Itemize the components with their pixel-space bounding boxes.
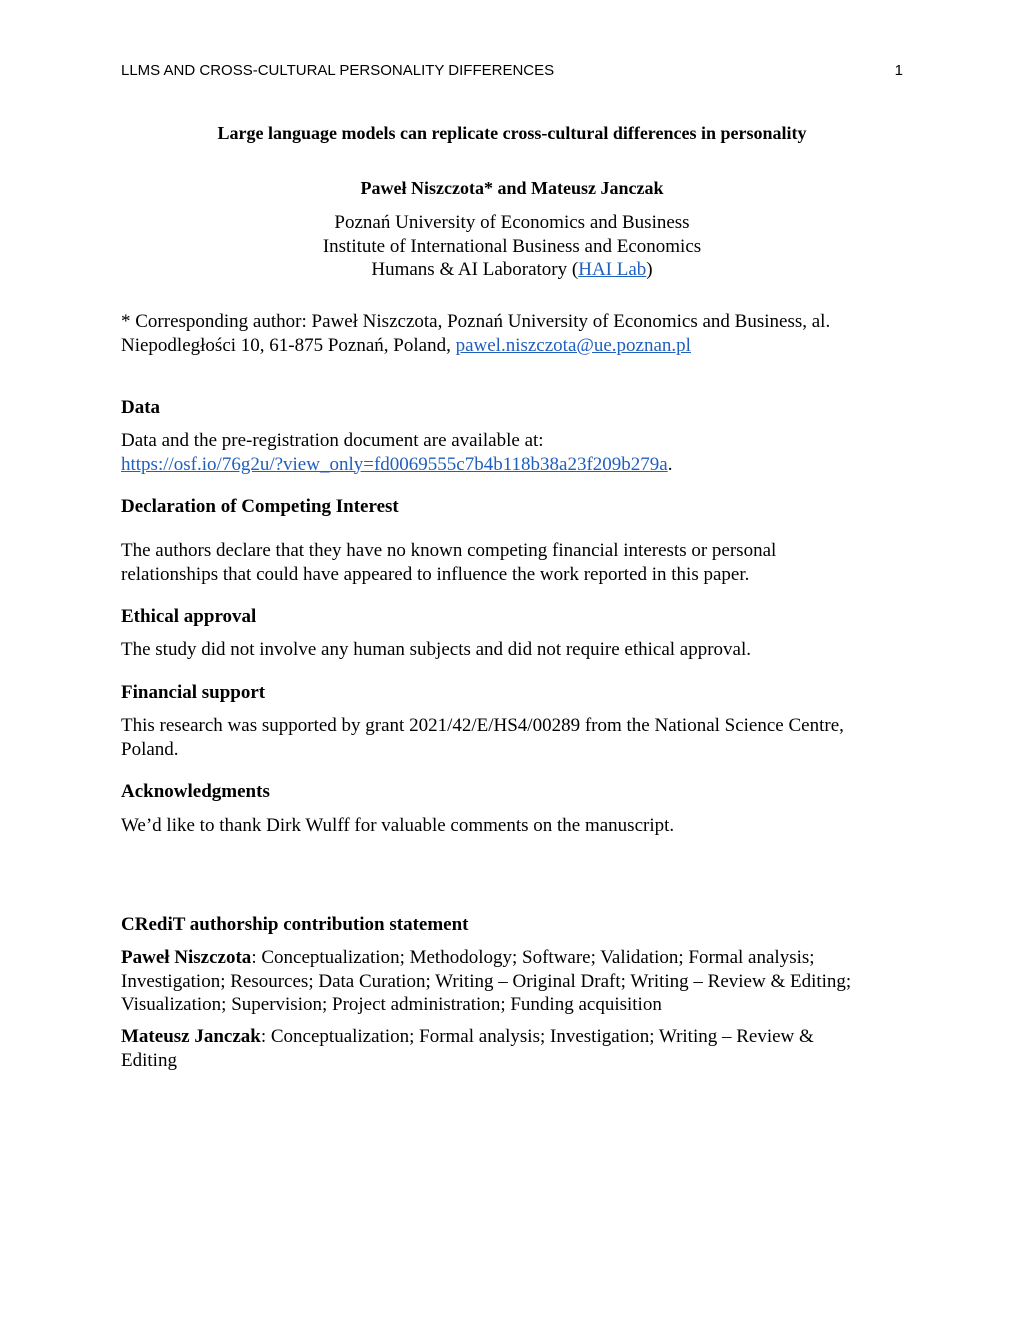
correspondence-address: Niepodległości 10, 61-875 Poznań, Poland, — [121, 334, 456, 356]
correspondence-line2 — [121, 334, 903, 358]
hai-lab-link[interactable]: HAI Lab — [578, 259, 647, 280]
correspondence-line1: * Corresponding author: Paweł Niszczota, Poznań University of Economics and Business, al. — [121, 311, 831, 332]
funding-heading: Financial support — [121, 682, 266, 703]
ethics-heading: Ethical approval — [121, 606, 257, 627]
paper-title: Large language models can replicate cross-cultural differences in personality — [217, 123, 807, 143]
data-paragraph — [121, 429, 903, 476]
running-head — [121, 62, 903, 79]
credit-author1 — [121, 946, 903, 1017]
credit-heading: CRediT authorship contribution statement — [121, 914, 469, 935]
credit-author1-line2: Investigation; Resources; Data Curation; Writing – Original Draft; Writing – Review & Editing; — [121, 970, 852, 992]
credit-author2-line1 — [121, 1025, 903, 1049]
acknowledgments-paragraph: We’d like to thank Dirk Wulff for valuable comments on the manuscript. — [121, 815, 675, 836]
affiliation-university: Poznań University of Economics and Business — [334, 212, 690, 233]
competing-line2: relationships that could have appeared to influence the work reported in this paper. — [121, 563, 750, 585]
acknowledgments-heading: Acknowledgments — [121, 781, 270, 802]
credit-author1-name: Paweł Niszczota — [121, 947, 252, 968]
credit-author1-line3: Visualization; Supervision; Project administration; Funding acquisition — [121, 994, 662, 1015]
competing-interest-heading: Declaration of Competing Interest — [121, 496, 399, 517]
credit-author2-roles: : Conceptualization; Formal analysis; Investigation; Writing – Review & — [260, 1026, 814, 1047]
affiliation-lab-suffix: ) — [646, 259, 653, 280]
competing-line1: The authors declare that they have no known competing financial interests or personal — [121, 540, 777, 561]
correspondence-note — [121, 310, 903, 357]
competing-interest-paragraph — [121, 539, 903, 586]
email-link[interactable]: pawel.niszczota@ue.poznan.pl — [455, 334, 691, 356]
data-link-suffix: . — [667, 453, 673, 475]
credit-author2 — [121, 1025, 903, 1072]
funding-line2: Poland. — [121, 738, 179, 760]
affiliation-block — [121, 211, 903, 282]
ethics-paragraph: The study did not involve any human subjects and did not require ethical approval. — [121, 639, 752, 660]
credit-author1-roles: : Conceptualization; Methodology; Software; Validation; Formal analysis; — [251, 947, 815, 968]
credit-author2-name: Mateusz Janczak — [121, 1026, 261, 1047]
data-link-line — [121, 453, 903, 477]
affiliation-lab-prefix: Humans & AI Laboratory ( — [371, 259, 579, 280]
credit-author1-line1 — [121, 946, 903, 970]
data-text: Data and the pre-registration document are available at: — [121, 430, 544, 451]
data-heading: Data — [121, 397, 161, 418]
osf-link[interactable]: https://osf.io/76g2u/?view_only=fd0069555c7b4b118b38a23f209b279a — [121, 453, 668, 475]
affiliation-institute: Institute of International Business and Economics — [322, 235, 702, 257]
funding-paragraph — [121, 714, 903, 761]
affiliation-lab — [121, 258, 903, 282]
page-number: 1 — [894, 62, 903, 79]
author-list: Paweł Niszczota* and Mateusz Janczak — [360, 178, 664, 198]
funding-line1: This research was supported by grant 2021/42/E/HS4/00289 from the National Science Centre, — [121, 715, 844, 736]
credit-author2-line2: Editing — [121, 1049, 177, 1071]
running-title: LLMS AND CROSS-CULTURAL PERSONALITY DIFFERENCES — [121, 62, 555, 79]
